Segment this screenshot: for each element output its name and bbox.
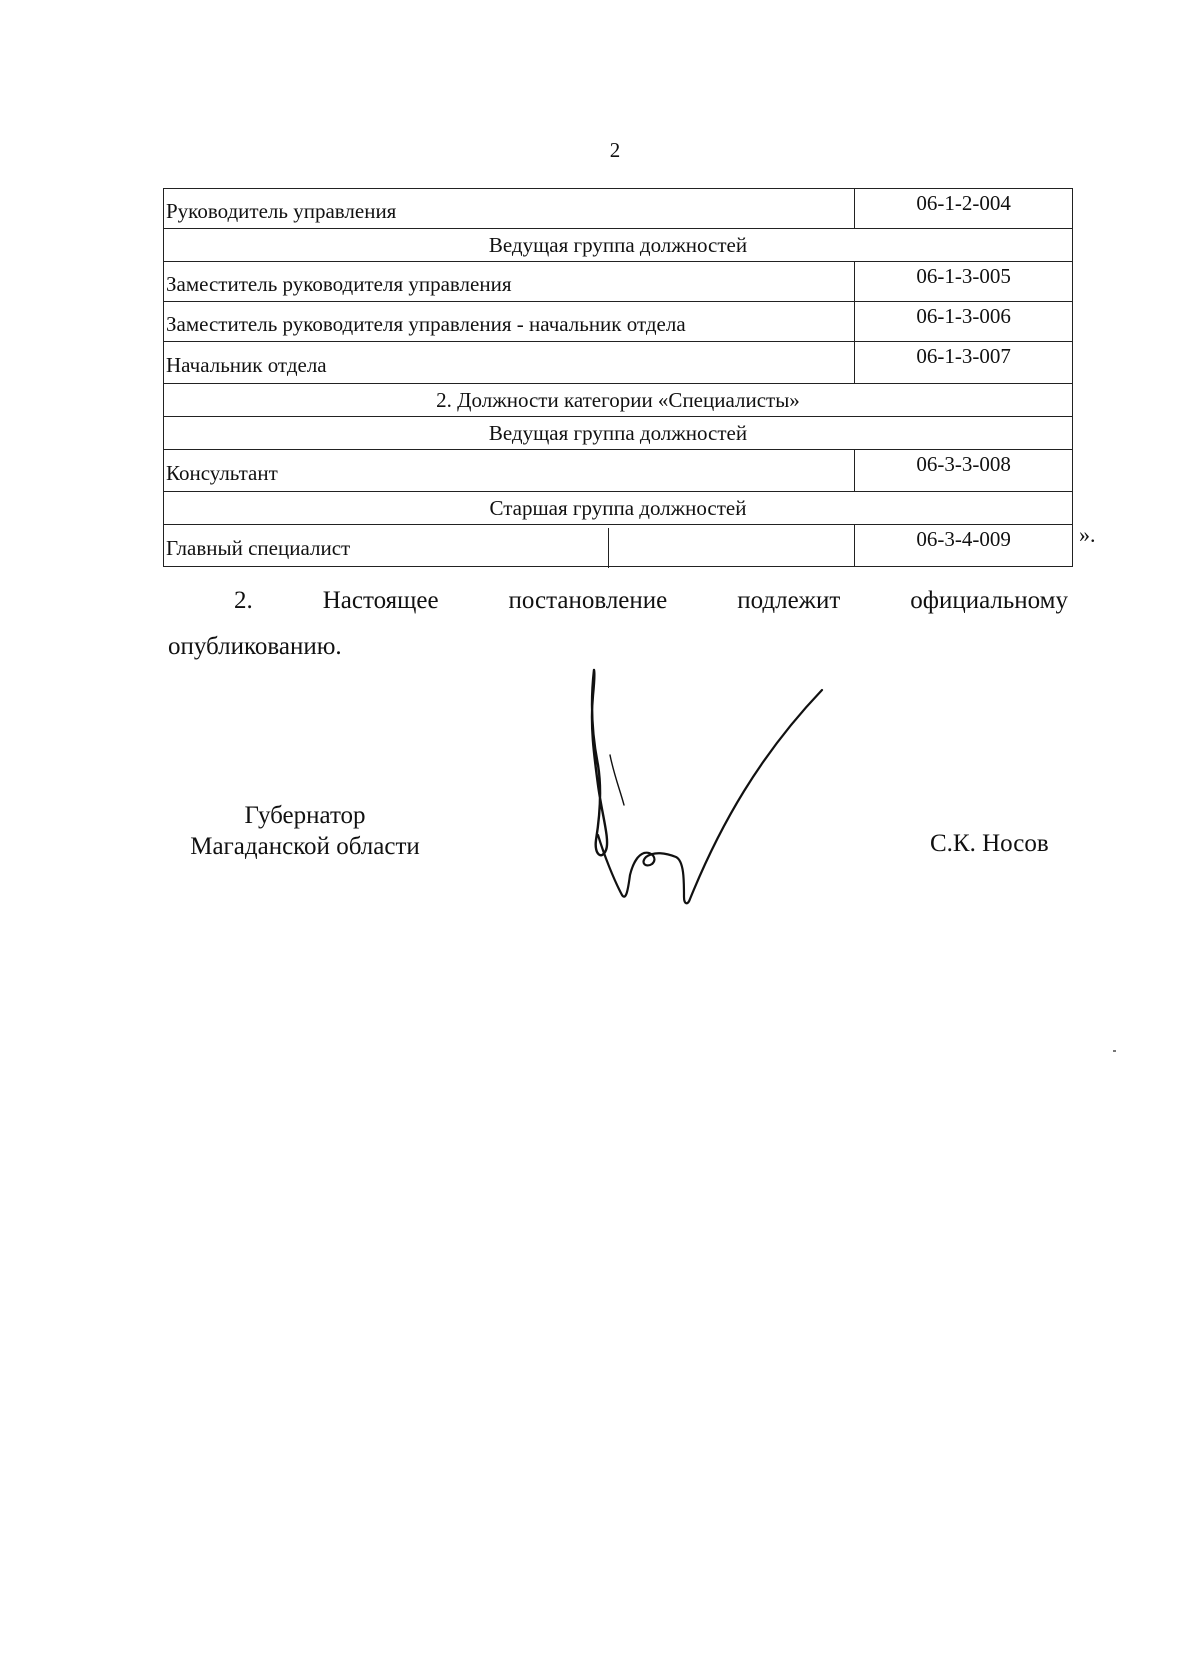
position-name: Заместитель руководителя управления - начальник отдела	[164, 302, 855, 342]
category-header: 2. Должности категории «Специалисты»	[164, 384, 1073, 417]
table-row	[164, 262, 1073, 302]
position-code: 06-3-3-008	[855, 450, 1073, 492]
group-header: Ведущая группа должностей	[164, 229, 1073, 262]
table-row	[164, 492, 1073, 525]
cell-divider	[608, 528, 609, 568]
table-row	[164, 450, 1073, 492]
page-number: 2	[609, 138, 621, 162]
position-name: Заместитель руководителя управления	[164, 262, 855, 302]
position-name: Главный специалист	[166, 536, 351, 560]
signer-name: С.К. Носов	[930, 830, 1049, 857]
table-row	[164, 384, 1073, 417]
positions-table	[163, 188, 1073, 567]
signer-title	[175, 800, 435, 862]
position-name-cell	[164, 525, 855, 567]
position-code: 06-3-4-009	[855, 525, 1073, 567]
scan-speck	[1113, 1050, 1116, 1052]
position-code: 06-1-3-007	[855, 342, 1073, 384]
table-row	[164, 525, 1073, 567]
position-code: 06-1-2-004	[855, 189, 1073, 229]
position-name: Руководитель управления	[164, 189, 855, 229]
signer-title-line2: Магаданской области	[190, 833, 420, 860]
group-header: Старшая группа должностей	[164, 492, 1073, 525]
position-code: 06-1-3-006	[855, 302, 1073, 342]
table-row	[164, 189, 1073, 229]
position-name: Консультант	[164, 450, 855, 492]
handwritten-signature	[580, 665, 850, 925]
closing-quote: ».	[1079, 522, 1096, 547]
position-name-wrapper	[166, 536, 852, 561]
position-code: 06-1-3-005	[855, 262, 1073, 302]
group-header: Ведущая группа должностей	[164, 417, 1073, 450]
table-row	[164, 229, 1073, 262]
paragraph-main: 2. Настоящее постановление подлежит официальному	[234, 587, 1068, 614]
publication-paragraph	[168, 578, 1068, 670]
signer-title-line1: Губернатор	[244, 802, 366, 829]
table-row	[164, 302, 1073, 342]
table-row	[164, 342, 1073, 384]
paragraph-tail: опубликованию.	[168, 633, 342, 660]
position-name: Начальник отдела	[164, 342, 855, 384]
table-row	[164, 417, 1073, 450]
